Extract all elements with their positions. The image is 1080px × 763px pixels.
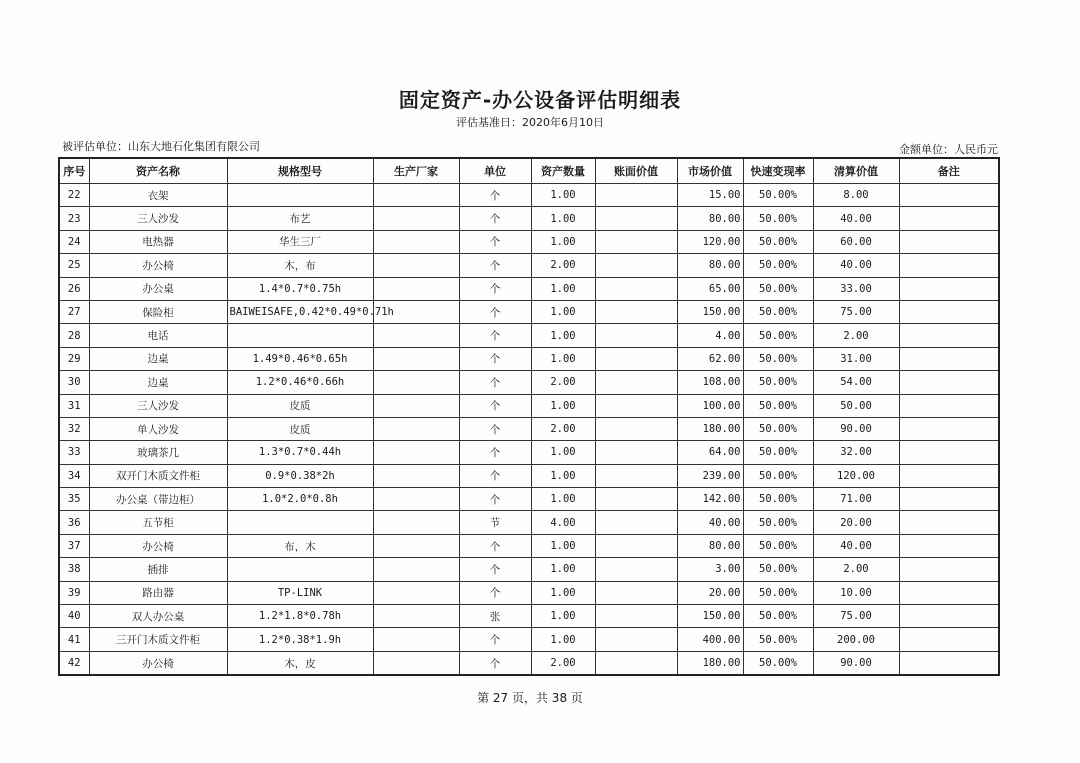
row-number-cell: 40 xyxy=(59,605,89,628)
unit-cell: 个 xyxy=(459,394,531,417)
quantity-cell: 1.00 xyxy=(531,300,595,323)
liquidation-rate-cell: 50.00% xyxy=(743,605,813,628)
row-number-cell: 39 xyxy=(59,581,89,604)
spec-model-cell xyxy=(227,558,373,581)
liquidation-value-cell: 90.00 xyxy=(813,417,899,440)
unit-cell: 个 xyxy=(459,441,531,464)
header-liquidation-rate: 快速变现率 xyxy=(743,158,813,184)
asset-name-cell: 边桌 xyxy=(89,371,227,394)
asset-table xyxy=(58,157,1000,676)
page-title: 固定资产-办公设备评估明细表 xyxy=(398,88,682,112)
asset-name-cell: 单人沙发 xyxy=(89,417,227,440)
spec-model-cell: 皮质 xyxy=(227,394,373,417)
manufacturer-cell xyxy=(373,441,459,464)
row-number-cell: 29 xyxy=(59,347,89,370)
currency-unit: 金额单位：人民币元 xyxy=(899,143,998,156)
market-value-cell: 100.00 xyxy=(677,394,743,417)
liquidation-value-cell: 54.00 xyxy=(813,371,899,394)
book-value-cell xyxy=(595,371,677,394)
liquidation-rate-cell: 50.00% xyxy=(743,464,813,487)
table-header-row xyxy=(59,158,999,184)
book-value-cell xyxy=(595,628,677,651)
quantity-cell: 1.00 xyxy=(531,628,595,651)
manufacturer-cell xyxy=(373,254,459,277)
row-number-cell: 41 xyxy=(59,628,89,651)
asset-name-cell: 办公椅 xyxy=(89,651,227,675)
note-cell xyxy=(899,347,999,370)
asset-name-cell: 玻璃茶几 xyxy=(89,441,227,464)
row-number-cell: 24 xyxy=(59,230,89,253)
spec-model-cell xyxy=(227,324,373,347)
valuation-date: 评估基准日：2020年6月10日 xyxy=(456,116,604,129)
manufacturer-cell xyxy=(373,394,459,417)
liquidation-value-cell: 120.00 xyxy=(813,464,899,487)
table-row xyxy=(59,581,999,604)
liquidation-value-cell: 50.00 xyxy=(813,394,899,417)
note-cell xyxy=(899,184,999,207)
liquidation-rate-cell: 50.00% xyxy=(743,581,813,604)
quantity-cell: 1.00 xyxy=(531,605,595,628)
asset-name-cell: 插排 xyxy=(89,558,227,581)
spec-model-cell: 1.0*2.0*0.8h xyxy=(227,488,373,511)
quantity-cell: 2.00 xyxy=(531,651,595,675)
unit-cell: 个 xyxy=(459,254,531,277)
unit-cell: 个 xyxy=(459,300,531,323)
liquidation-value-cell: 2.00 xyxy=(813,558,899,581)
quantity-cell: 1.00 xyxy=(531,184,595,207)
table-row xyxy=(59,394,999,417)
note-cell xyxy=(899,324,999,347)
table-row xyxy=(59,441,999,464)
note-cell xyxy=(899,300,999,323)
table-row xyxy=(59,371,999,394)
manufacturer-cell xyxy=(373,371,459,394)
market-value-cell: 40.00 xyxy=(677,511,743,534)
asset-name-cell: 办公桌 xyxy=(89,277,227,300)
market-value-cell: 20.00 xyxy=(677,581,743,604)
liquidation-rate-cell: 50.00% xyxy=(743,254,813,277)
quantity-cell: 4.00 xyxy=(531,511,595,534)
table-row xyxy=(59,605,999,628)
quantity-cell: 1.00 xyxy=(531,324,595,347)
market-value-cell: 80.00 xyxy=(677,254,743,277)
row-number-cell: 23 xyxy=(59,207,89,230)
book-value-cell xyxy=(595,254,677,277)
table-row xyxy=(59,300,999,323)
book-value-cell xyxy=(595,324,677,347)
liquidation-rate-cell: 50.00% xyxy=(743,488,813,511)
market-value-cell: 80.00 xyxy=(677,207,743,230)
quantity-cell: 2.00 xyxy=(531,254,595,277)
market-value-cell: 3.00 xyxy=(677,558,743,581)
unit-cell: 个 xyxy=(459,371,531,394)
row-number-cell: 28 xyxy=(59,324,89,347)
manufacturer-cell xyxy=(373,207,459,230)
manufacturer-cell xyxy=(373,488,459,511)
unit-cell: 个 xyxy=(459,207,531,230)
liquidation-value-cell: 60.00 xyxy=(813,230,899,253)
liquidation-rate-cell: 50.00% xyxy=(743,230,813,253)
spec-model-cell: 1.2*0.38*1.9h xyxy=(227,628,373,651)
note-cell xyxy=(899,207,999,230)
liquidation-value-cell: 90.00 xyxy=(813,651,899,675)
spec-model-cell: 1.3*0.7*0.44h xyxy=(227,441,373,464)
note-cell xyxy=(899,230,999,253)
liquidation-value-cell: 75.00 xyxy=(813,605,899,628)
liquidation-rate-cell: 50.00% xyxy=(743,628,813,651)
spec-model-cell: BAIWEISAFE,0.42*0.49*0.71h xyxy=(227,300,373,323)
table-row xyxy=(59,464,999,487)
manufacturer-cell xyxy=(373,605,459,628)
book-value-cell xyxy=(595,441,677,464)
header-unit: 单位 xyxy=(459,158,531,184)
liquidation-rate-cell: 50.00% xyxy=(743,207,813,230)
liquidation-value-cell: 40.00 xyxy=(813,207,899,230)
unit-cell: 个 xyxy=(459,230,531,253)
header-note: 备注 xyxy=(899,158,999,184)
spec-model-cell: 木，布 xyxy=(227,254,373,277)
quantity-cell: 1.00 xyxy=(531,277,595,300)
spec-model-cell xyxy=(227,184,373,207)
quantity-cell: 1.00 xyxy=(531,581,595,604)
liquidation-rate-cell: 50.00% xyxy=(743,441,813,464)
liquidation-rate-cell: 50.00% xyxy=(743,394,813,417)
spec-model-cell: 0.9*0.38*2h xyxy=(227,464,373,487)
row-number-cell: 37 xyxy=(59,534,89,557)
header-qty: 资产数量 xyxy=(531,158,595,184)
market-value-cell: 239.00 xyxy=(677,464,743,487)
market-value-cell: 80.00 xyxy=(677,534,743,557)
table-row xyxy=(59,558,999,581)
quantity-cell: 1.00 xyxy=(531,534,595,557)
spec-model-cell: 布，木 xyxy=(227,534,373,557)
manufacturer-cell xyxy=(373,651,459,675)
note-cell xyxy=(899,371,999,394)
spec-model-cell: 木，皮 xyxy=(227,651,373,675)
asset-name-cell: 双开门木质文件柜 xyxy=(89,464,227,487)
note-cell xyxy=(899,651,999,675)
unit-cell: 个 xyxy=(459,277,531,300)
liquidation-value-cell: 8.00 xyxy=(813,184,899,207)
row-number-cell: 25 xyxy=(59,254,89,277)
note-cell xyxy=(899,605,999,628)
book-value-cell xyxy=(595,207,677,230)
asset-name-cell: 三开门木质文件柜 xyxy=(89,628,227,651)
liquidation-rate-cell: 50.00% xyxy=(743,534,813,557)
manufacturer-cell xyxy=(373,417,459,440)
manufacturer-cell xyxy=(373,581,459,604)
quantity-cell: 1.00 xyxy=(531,394,595,417)
liquidation-rate-cell: 50.00% xyxy=(743,184,813,207)
book-value-cell xyxy=(595,464,677,487)
spec-model-cell: 1.4*0.7*0.75h xyxy=(227,277,373,300)
table-row xyxy=(59,651,999,675)
unit-cell: 个 xyxy=(459,558,531,581)
book-value-cell xyxy=(595,300,677,323)
table-row xyxy=(59,324,999,347)
table-row xyxy=(59,488,999,511)
manufacturer-cell xyxy=(373,558,459,581)
liquidation-value-cell: 20.00 xyxy=(813,511,899,534)
table-row xyxy=(59,277,999,300)
liquidation-rate-cell: 50.00% xyxy=(743,371,813,394)
manufacturer-cell xyxy=(373,464,459,487)
quantity-cell: 1.00 xyxy=(531,464,595,487)
quantity-cell: 1.00 xyxy=(531,488,595,511)
note-cell xyxy=(899,628,999,651)
manufacturer-cell xyxy=(373,230,459,253)
note-cell xyxy=(899,488,999,511)
asset-name-cell: 保险柜 xyxy=(89,300,227,323)
market-value-cell: 15.00 xyxy=(677,184,743,207)
spec-model-cell: 1.2*0.46*0.66h xyxy=(227,371,373,394)
note-cell xyxy=(899,254,999,277)
liquidation-value-cell: 33.00 xyxy=(813,277,899,300)
asset-name-cell: 办公椅 xyxy=(89,254,227,277)
book-value-cell xyxy=(595,605,677,628)
note-cell xyxy=(899,441,999,464)
manufacturer-cell xyxy=(373,534,459,557)
asset-name-cell: 办公椅 xyxy=(89,534,227,557)
row-number-cell: 22 xyxy=(59,184,89,207)
market-value-cell: 180.00 xyxy=(677,651,743,675)
asset-name-cell: 路由器 xyxy=(89,581,227,604)
note-cell xyxy=(899,534,999,557)
table-row xyxy=(59,207,999,230)
spec-model-cell: 华生三厂 xyxy=(227,230,373,253)
asset-name-cell: 办公桌（带边柜） xyxy=(89,488,227,511)
quantity-cell: 1.00 xyxy=(531,347,595,370)
market-value-cell: 142.00 xyxy=(677,488,743,511)
market-value-cell: 4.00 xyxy=(677,324,743,347)
unit-cell: 个 xyxy=(459,184,531,207)
table-row xyxy=(59,230,999,253)
unit-cell: 个 xyxy=(459,581,531,604)
unit-cell: 个 xyxy=(459,488,531,511)
table-body xyxy=(59,184,999,676)
header-maker: 生产厂家 xyxy=(373,158,459,184)
row-number-cell: 26 xyxy=(59,277,89,300)
market-value-cell: 150.00 xyxy=(677,300,743,323)
liquidation-rate-cell: 50.00% xyxy=(743,511,813,534)
note-cell xyxy=(899,464,999,487)
market-value-cell: 64.00 xyxy=(677,441,743,464)
book-value-cell xyxy=(595,534,677,557)
asset-name-cell: 边桌 xyxy=(89,347,227,370)
liquidation-rate-cell: 50.00% xyxy=(743,277,813,300)
row-number-cell: 32 xyxy=(59,417,89,440)
row-number-cell: 31 xyxy=(59,394,89,417)
spec-model-cell: 皮质 xyxy=(227,417,373,440)
liquidation-value-cell: 71.00 xyxy=(813,488,899,511)
asset-name-cell: 五节柜 xyxy=(89,511,227,534)
row-number-cell: 35 xyxy=(59,488,89,511)
unit-cell: 节 xyxy=(459,511,531,534)
manufacturer-cell xyxy=(373,277,459,300)
liquidation-rate-cell: 50.00% xyxy=(743,417,813,440)
quantity-cell: 1.00 xyxy=(531,230,595,253)
book-value-cell xyxy=(595,581,677,604)
unit-cell: 个 xyxy=(459,347,531,370)
market-value-cell: 180.00 xyxy=(677,417,743,440)
unit-cell: 个 xyxy=(459,417,531,440)
manufacturer-cell xyxy=(373,324,459,347)
unit-cell: 个 xyxy=(459,628,531,651)
row-number-cell: 34 xyxy=(59,464,89,487)
book-value-cell xyxy=(595,511,677,534)
liquidation-rate-cell: 50.00% xyxy=(743,347,813,370)
market-value-cell: 108.00 xyxy=(677,371,743,394)
liquidation-value-cell: 10.00 xyxy=(813,581,899,604)
manufacturer-cell xyxy=(373,184,459,207)
liquidation-value-cell: 75.00 xyxy=(813,300,899,323)
spec-model-cell: 1.2*1.8*0.78h xyxy=(227,605,373,628)
quantity-cell: 1.00 xyxy=(531,207,595,230)
note-cell xyxy=(899,417,999,440)
appraised-entity: 被评估单位：山东大地石化集团有限公司 xyxy=(62,140,260,153)
liquidation-rate-cell: 50.00% xyxy=(743,324,813,347)
table-row xyxy=(59,347,999,370)
unit-cell: 个 xyxy=(459,534,531,557)
note-cell xyxy=(899,277,999,300)
quantity-cell: 1.00 xyxy=(531,558,595,581)
table-row xyxy=(59,628,999,651)
manufacturer-cell xyxy=(373,347,459,370)
table-row xyxy=(59,511,999,534)
liquidation-value-cell: 40.00 xyxy=(813,254,899,277)
unit-cell: 个 xyxy=(459,324,531,347)
header-no: 序号 xyxy=(59,158,89,184)
asset-name-cell: 双人办公桌 xyxy=(89,605,227,628)
note-cell xyxy=(899,394,999,417)
market-value-cell: 65.00 xyxy=(677,277,743,300)
book-value-cell xyxy=(595,417,677,440)
book-value-cell xyxy=(595,488,677,511)
quantity-cell: 1.00 xyxy=(531,441,595,464)
header-book-value: 账面价值 xyxy=(595,158,677,184)
page-number: 第 27 页，共 38 页 xyxy=(477,691,583,705)
liquidation-rate-cell: 50.00% xyxy=(743,558,813,581)
book-value-cell xyxy=(595,184,677,207)
row-number-cell: 30 xyxy=(59,371,89,394)
quantity-cell: 2.00 xyxy=(531,417,595,440)
row-number-cell: 36 xyxy=(59,511,89,534)
asset-name-cell: 三人沙发 xyxy=(89,207,227,230)
quantity-cell: 2.00 xyxy=(531,371,595,394)
book-value-cell xyxy=(595,394,677,417)
spec-model-cell: 1.49*0.46*0.65h xyxy=(227,347,373,370)
manufacturer-cell xyxy=(373,511,459,534)
book-value-cell xyxy=(595,651,677,675)
liquidation-value-cell: 2.00 xyxy=(813,324,899,347)
table-row xyxy=(59,417,999,440)
row-number-cell: 38 xyxy=(59,558,89,581)
unit-cell: 个 xyxy=(459,464,531,487)
table-row xyxy=(59,184,999,207)
header-spec: 规格型号 xyxy=(227,158,373,184)
book-value-cell xyxy=(595,558,677,581)
asset-name-cell: 衣架 xyxy=(89,184,227,207)
unit-cell: 个 xyxy=(459,651,531,675)
asset-name-cell: 电话 xyxy=(89,324,227,347)
spec-model-cell xyxy=(227,511,373,534)
row-number-cell: 33 xyxy=(59,441,89,464)
liquidation-value-cell: 200.00 xyxy=(813,628,899,651)
market-value-cell: 62.00 xyxy=(677,347,743,370)
header-market-value: 市场价值 xyxy=(677,158,743,184)
manufacturer-cell xyxy=(373,628,459,651)
unit-cell: 张 xyxy=(459,605,531,628)
spec-model-cell: TP-LINK xyxy=(227,581,373,604)
market-value-cell: 150.00 xyxy=(677,605,743,628)
liquidation-value-cell: 40.00 xyxy=(813,534,899,557)
liquidation-rate-cell: 50.00% xyxy=(743,300,813,323)
asset-name-cell: 三人沙发 xyxy=(89,394,227,417)
liquidation-value-cell: 31.00 xyxy=(813,347,899,370)
market-value-cell: 400.00 xyxy=(677,628,743,651)
row-number-cell: 27 xyxy=(59,300,89,323)
header-name: 资产名称 xyxy=(89,158,227,184)
header-liquidation-value: 清算价值 xyxy=(813,158,899,184)
book-value-cell xyxy=(595,277,677,300)
row-number-cell: 42 xyxy=(59,651,89,675)
note-cell xyxy=(899,558,999,581)
table-row xyxy=(59,254,999,277)
asset-name-cell: 电热器 xyxy=(89,230,227,253)
table-row xyxy=(59,534,999,557)
liquidation-value-cell: 32.00 xyxy=(813,441,899,464)
book-value-cell xyxy=(595,230,677,253)
market-value-cell: 120.00 xyxy=(677,230,743,253)
spec-model-cell: 布艺 xyxy=(227,207,373,230)
book-value-cell xyxy=(595,347,677,370)
note-cell xyxy=(899,511,999,534)
liquidation-rate-cell: 50.00% xyxy=(743,651,813,675)
note-cell xyxy=(899,581,999,604)
